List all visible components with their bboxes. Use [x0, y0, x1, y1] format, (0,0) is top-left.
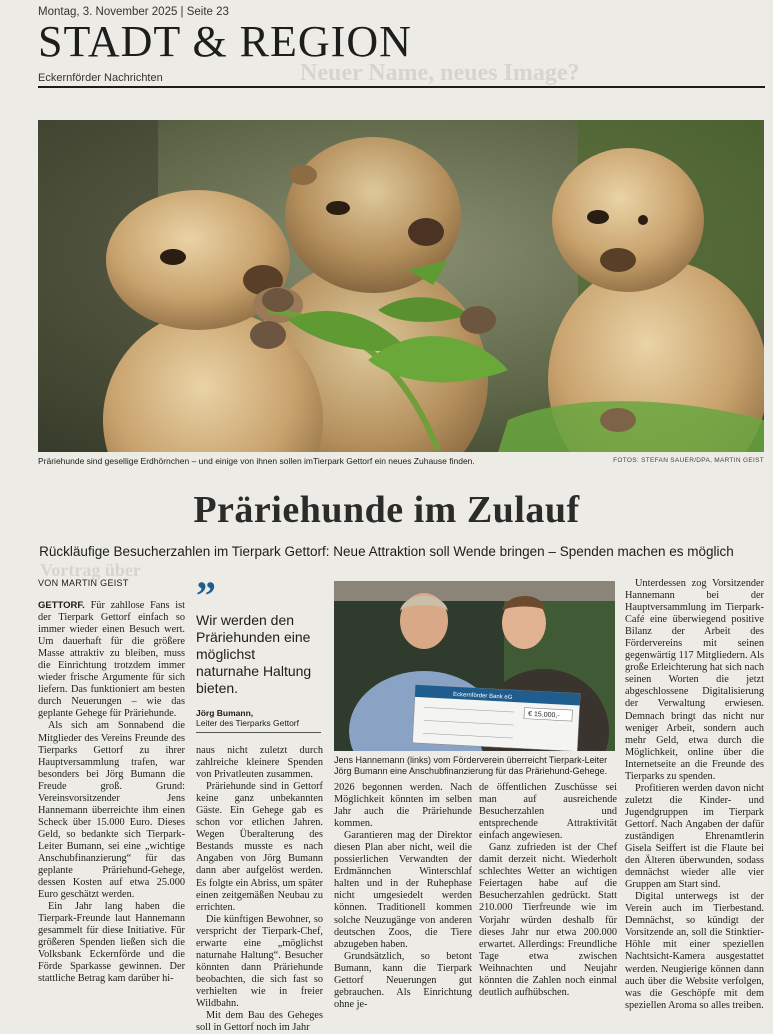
paragraph: Digital unterwegs ist der Verein auch im Tierbestand. Demnächst, so kündigt der Vorsitzende an, soll die Stinktier-Höhle mit einer speziellen Nachtsicht-Kamera ausgestattet werden. Neugierige können dann auch über die Website verfolgen, was die Geschöpfe mit dem speziellen Aroma so alles treiben. — [625, 891, 764, 1011]
article-column-1 — [38, 600, 185, 986]
dateline: Montag, 3. November 2025 | Seite 23 — [38, 6, 229, 18]
paragraph: Ein Jahr lang haben die Tierpark-Freunde laut Hannemann gesammelt für diese Initiative. Für größeren Spenden ließen sich die Volksbank Eckernförde und die Förde Sparkasse gewinnen. Der stattliche Betrag kam darüber hi- — [38, 901, 185, 985]
paragraph: 2026 begonnen werden. Nach Möglichkeit könnten im selben Jahr auch die Präriehunde kommen. — [334, 782, 472, 830]
paragraph: Unterdessen zog Vorsitzender Hannemann bei der Hauptversammlung im Tierpark-Café eine überwiegend positive Bilanz der Arbeit des Fördervereins mit seinen gegenwärtig 117 Mitgliedern. Als große Erleichterung hat sich nach seinen Worten die jetzt abgeschlossene Digitalisierung der Verwaltung erwiesen. Demnach bringt das nicht nur weniger Arbeit, sondern auch mehr Geld, etwa durch die Möglichkeit, online über die Internetseite an die Freunde des Tierparks zu spenden. — [625, 578, 764, 782]
paragraph: Profitieren werden davon nicht zuletzt die Kinder- und Jugendgruppen im Tierpark Gettorf. Nach Angaben der dafür zuständigen Ehrenamtlerin Gisela Seiffert ist die Flaute bei den Älteren überwunden, sodass demnächst wieder alle vier Gruppen am Start sind. — [625, 782, 764, 891]
paragraph: Präriehunde sind in Gettorf keine ganz unbekannten Gäste. Ein Gehege gab es schon vor etlichen Jahren. Wegen Überalterung des Bestands musste es nach Angaben von Jörg Bumann dann aber aufgelöst werden. Es folgte ein Abriss, um später einen zeitgemäßen Neubau zu errichten. — [196, 781, 323, 913]
quote-mark-icon: ” — [196, 573, 216, 618]
check-handover-photo — [334, 581, 615, 751]
quote-author: Jörg Bumann, — [196, 708, 254, 718]
article-column-3 — [334, 782, 472, 1011]
pull-quote: Wir werden den Präriehunden eine möglichst naturnahe Haltung bieten. — [196, 612, 312, 696]
prairie-dogs-photo — [38, 120, 764, 452]
second-photo-caption: Jens Hannemann (links) vom Förderverein überreicht Tierpark-Leiter Jörg Bumann eine Anschubfinanzierung für das Präriehund-Gehege. — [334, 755, 608, 776]
section-title: STADT & REGION — [38, 17, 412, 66]
lead-place: GETTORF. — [38, 600, 85, 611]
paper-name: Eckernförder Nachrichten — [38, 72, 163, 84]
quote-rule — [196, 732, 321, 733]
byline: VON MARTIN GEIST — [38, 578, 129, 588]
paragraph: naus nicht zuletzt durch zahlreiche kleinere Spenden von Privatleuten zusammen. — [196, 745, 323, 781]
check-amount: € 15.000,- — [527, 710, 560, 720]
paragraph: Grundsätzlich, so betont Bumann, kann die Tierpark Gettorf Neuerungen gut gebrauchen. Als Einrichtung ohne je- — [334, 950, 472, 1010]
check-bank-name: Eckernförder Bank eG — [452, 691, 513, 701]
article-deck: Rückläufige Besucherzahlen im Tierpark Gettorf: Neue Attraktion soll Wende bringen – Spenden machen es möglich — [39, 544, 734, 559]
article-headline: Präriehunde im Zulauf — [193, 489, 580, 531]
show-through-text: Neuer Name, neues Image? — [300, 60, 580, 86]
paragraph: Ganz zufrieden ist der Chef damit derzeit nicht. Wiederholt schlechtes Wetter an wichtigen Feiertagen habe auf die Besucherzahlen gedrückt. Statt 210.000 Tierfreunde wie im Vorjahr würden deshalb für dieses Jahr nur etwa 200.000 erwartet. Allerdings: Freundliche Tage etwa zwischen Weihnachten und Neujahr könnten die Zahlen noch einmal deutlich aufhübschen. — [479, 842, 617, 998]
paragraph: de öffentlichen Zuschüsse sei man auf ausreichende Besucherzahlen und entsprechende Attraktivität einfach angewiesen. — [479, 782, 617, 842]
show-through-text: Vortrag über — [40, 560, 141, 580]
paragraph: Garantieren mag der Direktor diesen Plan aber nicht, weil die possierlichen Verwandten der Erdmännchen Winterschlaf halten und in der Ruhephase nicht umgesiedelt werden können. Traditionell kommen solche Neuzugänge von anderen deutschen Zoos, die Tiere abzugeben haben. — [334, 830, 472, 950]
paragraph: Mit dem Bau des Geheges soll in Gettorf noch im Jahr — [196, 1010, 323, 1034]
photo-credit: FOTOS: STEFAN SAUER/DPA, MARTIN GEIST — [613, 457, 764, 464]
main-photo-caption: Präriehunde sind gesellige Erdhörnchen – und einige von ihnen sollen imTierpark Gettorf ein neues Zuhause finden. — [38, 456, 475, 466]
article-column-5 — [625, 578, 764, 1012]
paragraph: Als sich am Sonnabend die Mitglieder des Vereins Freunde des Tierparks Gettorf zu ihrer Hauptversammlung trafen, war besonders bei Jörg Bumann die Freude groß. Grund: Vereinsvorsitzender Jens Hannemann überreichte ihm einen Scheck über 15.000 Euro. Dieses Geld, so bedankte sich Tierpark-Leiter Bumann, sei eine „wichtige Anschubfinanzierung“ für das geplante Präriehund-Gehege, dessen Kosten auf etwa 25.000 Euro geschätzt werden. — [38, 720, 185, 901]
paragraph: Für zahllose Fans ist der Tierpark Gettorf einfach so immer wieder einen Besuch wert. Um dauerhaft für die größere Masse attraktiv zu bleiben, muss die Einrichtung trotzdem immer wieder frische Argumente für sich liefern. Das funktioniert am besten durch Neuerungen – wie das geplante Gehege für Präriehunde. — [38, 600, 185, 720]
article-column-2 — [196, 745, 323, 1034]
paragraph: Die künftigen Bewohner, so verspricht der Tierpark-Chef, erwarte eine „möglichst naturnahe Haltung“. Besucher könnten dann Präriehunde beobachten, die sich fast so verhielten wie in freier Wildbahn. — [196, 913, 323, 1009]
quote-author-role: Leiter des Tierparks Gettorf — [196, 718, 299, 728]
article-column-4 — [479, 782, 617, 999]
header-rule — [38, 86, 765, 88]
